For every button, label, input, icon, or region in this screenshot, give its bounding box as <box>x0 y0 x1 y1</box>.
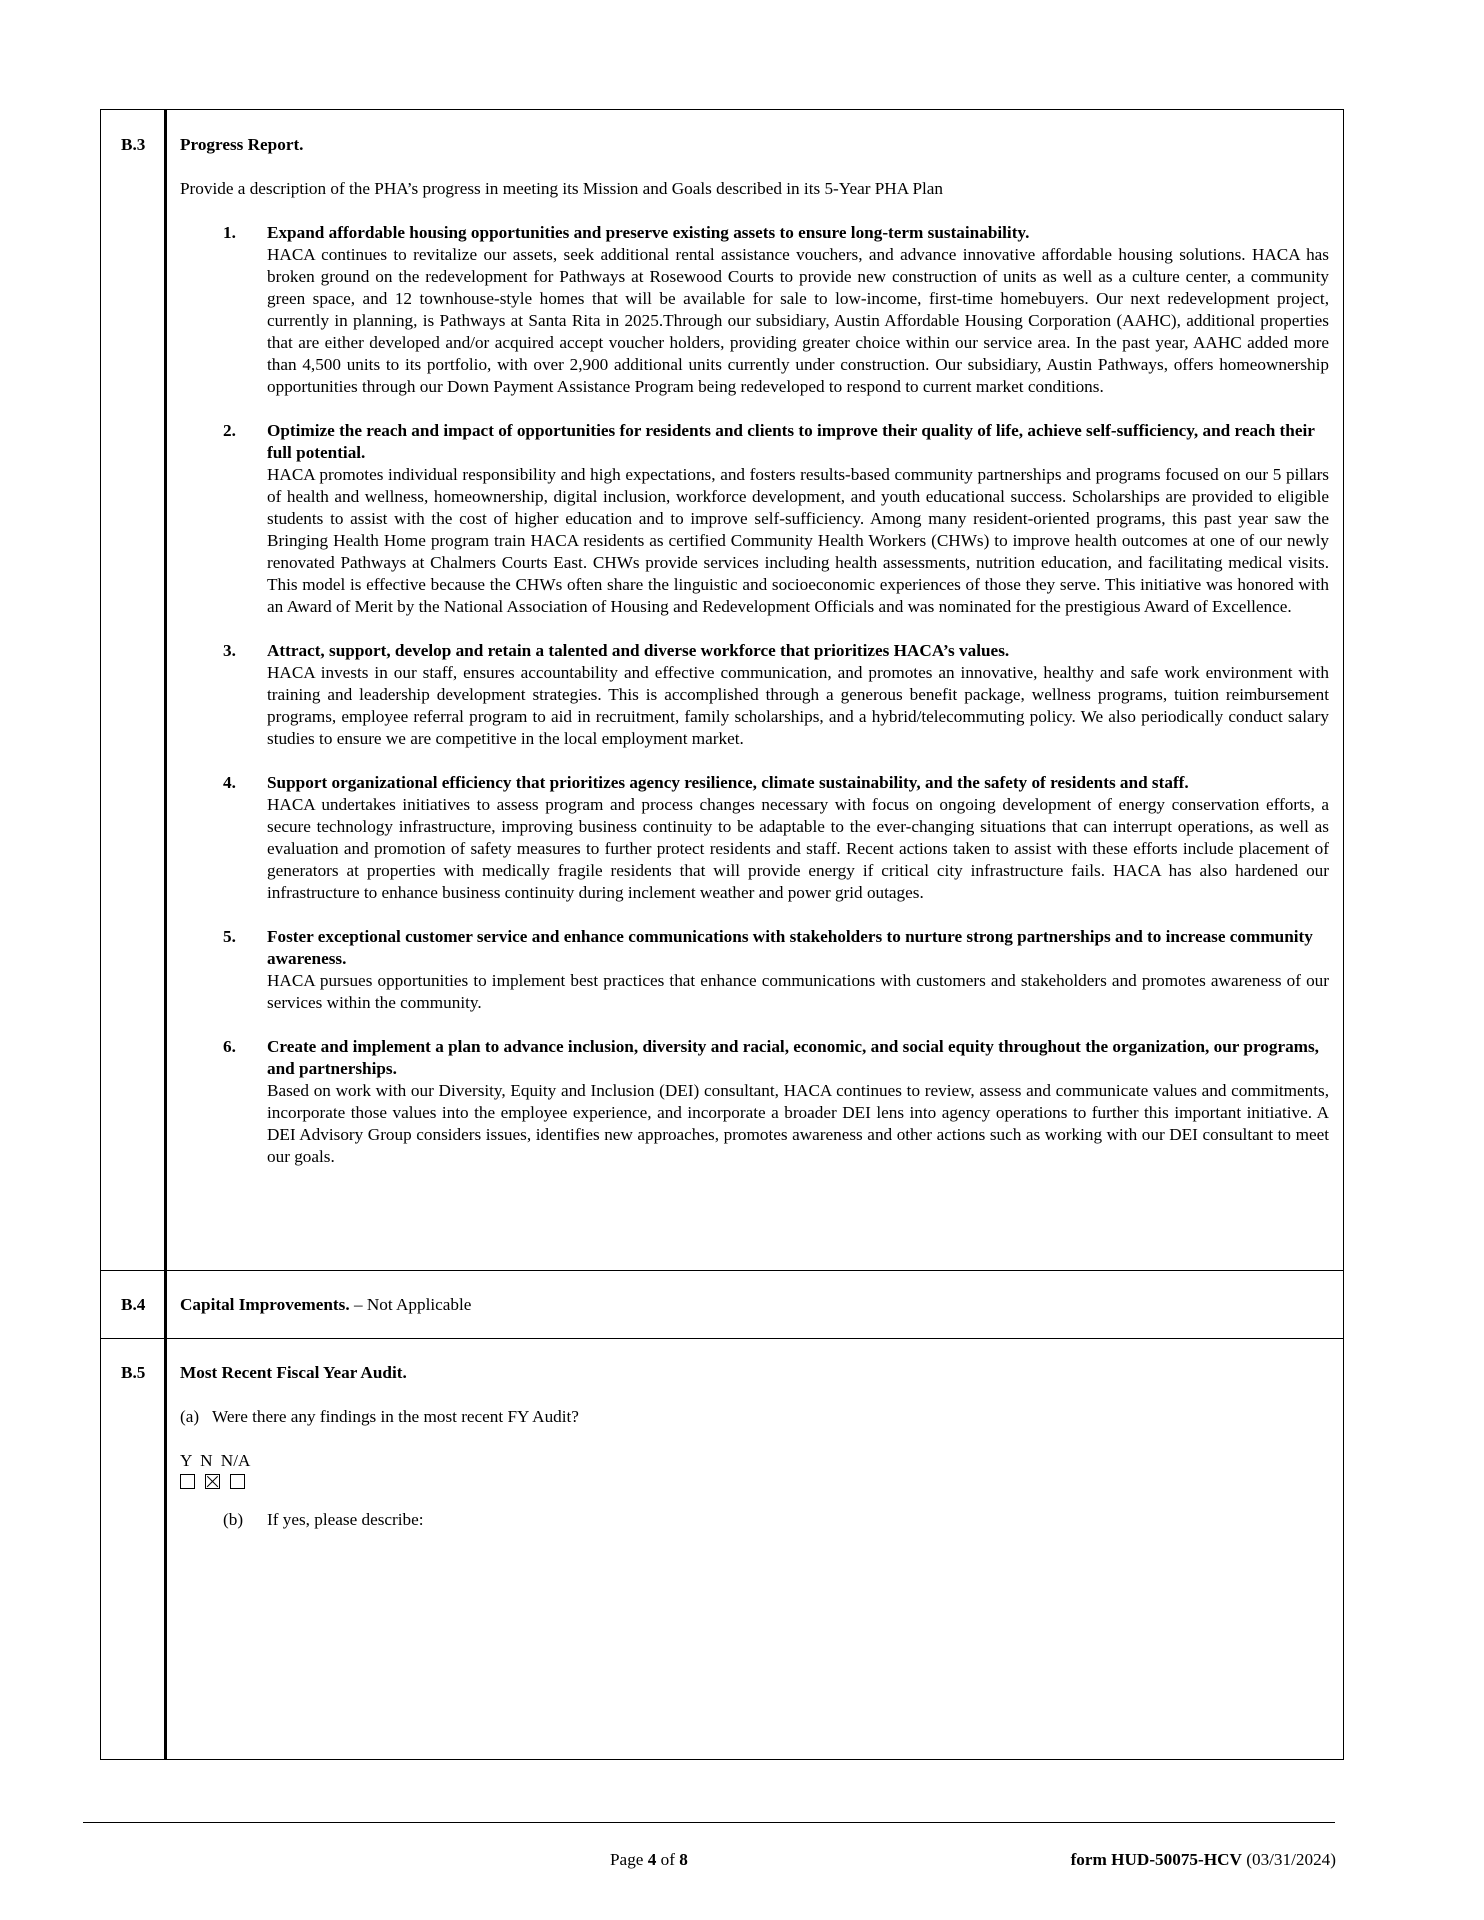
goal-number: 5. <box>223 927 236 946</box>
goals-list <box>180 222 1329 1168</box>
goal-number: 3. <box>223 641 236 660</box>
goal-item <box>180 420 1329 618</box>
goal-item <box>180 1036 1329 1168</box>
section-b5 <box>101 1338 1343 1759</box>
section-b3 <box>101 110 1343 1271</box>
answer-checkboxes <box>180 1474 1329 1489</box>
form-date: (03/31/2024) <box>1241 1850 1336 1869</box>
goal-text: HACA promotes individual responsibility and high expectations, and fosters results-based community partnerships and programs focused on our 5 pillars of health and wellness, homeownership, digital inclusion, workforce development, and youth educational success. Scholarships are provided to eligible students to assist with the cost of higher education and to improve self-sufficiency. Among many resident-oriented programs, this past year saw the Bringing Health Home program train HACA residents as certified Community Health Workers (CHWs) to improve health outcomes at one of our newly renovated Pathways at Chalmers Courts East. CHWs provide services including health assessments, nutrition education, and facilitating medical visits. This model is effective because the CHWs often share the linguistic and socioeconomic experiences of those they serve. This initiative was honored with an Award of Merit by the National Association of Housing and Redevelopment Officials and was nominated for the prestigious Award of Excellence. <box>267 465 1329 616</box>
page-total: 8 <box>679 1850 688 1869</box>
checkbox-n[interactable] <box>205 1474 220 1489</box>
question-letter: (a) <box>180 1407 200 1426</box>
question-text: If yes, please describe: <box>267 1510 424 1529</box>
question-letter: (b) <box>223 1510 244 1529</box>
goal-item <box>180 926 1329 1014</box>
page-prefix: Page <box>610 1850 648 1869</box>
question-b <box>180 1509 1329 1531</box>
option-label-n: N <box>200 1451 213 1470</box>
goal-title: Create and implement a plan to advance inclusion, diversity and racial, economic, and social equity throughout the organization, our programs, and partnerships. <box>267 1037 1319 1078</box>
answer-options-header <box>180 1450 1329 1472</box>
form-name: form HUD-50075-HCV <box>1070 1850 1242 1869</box>
goal-number: 4. <box>223 773 236 792</box>
section-title: Most Recent Fiscal Year Audit. <box>180 1363 407 1382</box>
checkbox-y[interactable] <box>180 1474 195 1489</box>
section-label: B.5 <box>121 1363 146 1382</box>
goal-item <box>180 222 1329 398</box>
goal-item <box>180 772 1329 904</box>
goal-title: Support organizational efficiency that prioritizes agency resilience, climate sustainability, and the safety of residents and staff. <box>267 773 1189 792</box>
section-label: B.4 <box>121 1295 146 1314</box>
section-label: B.3 <box>121 135 146 154</box>
question-a <box>180 1406 1329 1428</box>
goal-number: 2. <box>223 421 236 440</box>
section-content <box>180 1362 1329 1531</box>
goal-title: Foster exceptional customer service and enhance communications with stakeholders to nurture strong partnerships and to increase community awareness. <box>267 927 1313 968</box>
section-content <box>180 1294 1329 1316</box>
form-identifier <box>1071 1849 1336 1871</box>
goal-title: Optimize the reach and impact of opportunities for residents and clients to improve their quality of life, achieve self-sufficiency, and reach their full potential. <box>267 421 1315 462</box>
page-number <box>610 1849 688 1871</box>
section-status: – Not Applicable <box>349 1295 472 1314</box>
question-text: Were there any findings in the most recent FY Audit? <box>212 1407 579 1426</box>
section-title: Capital Improvements. <box>180 1295 350 1314</box>
goal-text: HACA continues to revitalize our assets, seek additional rental assistance vouchers, and advance innovative affordable housing solutions. HACA has broken ground on the redevelopment for Pathways at Rosewood Courts to provide new construction of units as well as a culture center, a community green space, and 12 townhouse-style homes that will be available for sale to low-income, first-time homebuyers. Our next redevelopment project, currently in planning, is Pathways at Santa Rita in 2025.Through our subsidiary, Austin Affordable Housing Corporation (AAHC), additional properties that are either developed and/or acquired accept voucher holders, providing greater choice within our service area. In the past year, AAHC added more than 4,500 units to its portfolio, with over 2,900 additional units currently under construction. Our subsidiary, Austin Pathways, offers homeownership opportunities through our Down Payment Assistance Program being redeveloped to respond to current market conditions. <box>267 245 1329 396</box>
checkbox-na[interactable] <box>230 1474 245 1489</box>
goal-text: HACA pursues opportunities to implement best practices that enhance communications with customers and stakeholders and promotes awareness of our services within the community. <box>267 971 1329 1012</box>
section-b4 <box>101 1270 1343 1339</box>
goal-text: HACA invests in our staff, ensures accountability and effective communication, and promotes an innovative, healthy and safe work environment with training and leadership development strategies. This is accomplished through a generous benefit package, wellness programs, tuition reimbursement programs, employee referral program to aid in recruitment, family scholarships, and a hybrid/telecommuting policy. We also periodically conduct salary studies to ensure we are competitive in the local employment market. <box>267 663 1329 748</box>
goal-number: 6. <box>223 1037 236 1056</box>
goal-title: Expand affordable housing opportunities and preserve existing assets to ensure long-term sustainability. <box>267 223 1030 242</box>
section-intro: Provide a description of the PHA’s progress in meeting its Mission and Goals described in its 5-Year PHA Plan <box>180 179 944 198</box>
goal-item <box>180 640 1329 750</box>
page-current: 4 <box>647 1850 657 1869</box>
section-content <box>180 134 1329 1190</box>
footer-divider <box>83 1822 1335 1823</box>
form-table <box>100 109 1344 1760</box>
goal-title: Attract, support, develop and retain a talented and diverse workforce that prioritizes HACA’s values. <box>267 641 1010 660</box>
goal-text: HACA undertakes initiatives to assess program and process changes necessary with focus on ongoing development of energy conservation efforts, a secure technology infrastructure, improving business continuity to be adaptable to the ever-changing situations that can interrupt operations, as well as evaluation and promotion of safety measures to further protect residents and staff. Recent actions taken to assist with these efforts include placement of generators at properties with medically fragile residents that will provide energy if critical city infrastructure fails. HACA has also hardened our infrastructure to enhance business continuity during inclement weather and power grid outages. <box>267 795 1329 902</box>
section-title: Progress Report. <box>180 135 304 154</box>
page-of: of <box>656 1850 680 1869</box>
option-label-y: Y <box>180 1451 192 1470</box>
goal-number: 1. <box>223 223 236 242</box>
goal-text: Based on work with our Diversity, Equity and Inclusion (DEI) consultant, HACA continues to review, assess and communicate values and commitments, incorporate those values into the employee experience, and incorporate a broader DEI lens into agency operations to further this important initiative. A DEI Advisory Group considers issues, identifies new approaches, promotes awareness and other actions such as working with our DEI consultant to meet our goals. <box>267 1081 1329 1166</box>
option-label-na: N/A <box>220 1451 251 1470</box>
